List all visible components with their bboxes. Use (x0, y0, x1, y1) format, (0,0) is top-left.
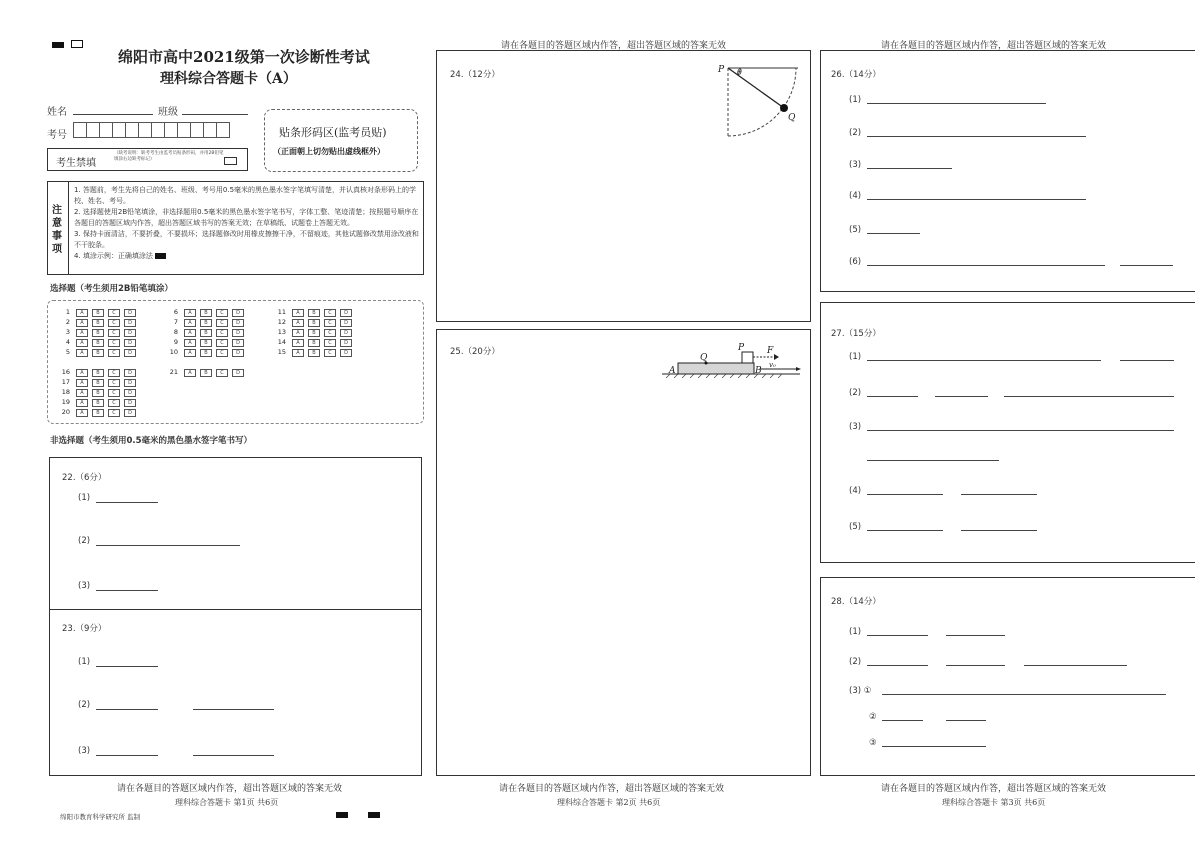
label-q: Q (700, 353, 708, 363)
option-d[interactable]: D (232, 369, 244, 377)
option-b[interactable]: B (92, 329, 104, 337)
q26-answer-3[interactable] (867, 168, 952, 169)
option-d[interactable]: D (232, 319, 244, 327)
page-footer-p2: 理科综合答题卡 第2页 共6页 (557, 798, 661, 807)
q25-box (436, 329, 811, 776)
mc-row: 10 A B C D (166, 348, 248, 357)
q27-part-1: (1) (849, 352, 862, 362)
q27-answer-2a[interactable] (867, 396, 918, 397)
q28-answer-1a[interactable] (867, 635, 928, 636)
option-a[interactable]: A (76, 329, 88, 337)
q26-answer-1[interactable] (867, 103, 1046, 104)
q22-title: 22.（6分） (62, 473, 107, 483)
class-field[interactable] (182, 114, 248, 115)
force-arrowhead (774, 354, 779, 360)
mc-row: 16 A B C D (58, 368, 140, 377)
q27-box (820, 302, 1195, 563)
exam-title: 绵阳市高中2021级第一次诊断性考试 (118, 48, 370, 66)
mc-row: 6 A B C D (166, 308, 248, 317)
id-grid[interactable] (73, 122, 229, 140)
pendulum-ball (780, 104, 788, 112)
option-a[interactable]: A (76, 369, 88, 377)
q23-answer-3b[interactable] (193, 755, 274, 756)
label-q: Q (788, 113, 796, 123)
q26-part-2: (2) (849, 128, 862, 138)
q24-pendulum-diagram (714, 62, 806, 140)
notes-list (74, 185, 419, 262)
option-d[interactable]: D (124, 339, 136, 347)
option-a[interactable]: A (292, 309, 304, 317)
id-label: 考号 (47, 130, 67, 141)
mc-row: 2 A B C D (58, 318, 140, 327)
ground-hatch (666, 374, 782, 378)
notes-side-label: 注意事项 (52, 205, 62, 255)
option-d[interactable]: D (232, 349, 244, 357)
label-p: P (738, 343, 745, 353)
absent-note: （缺考说明：缺考考生由监考员贴条形码，并用2B铅笔填涂右边缺考标记） (114, 151, 224, 162)
q23-part-2: (2) (78, 700, 91, 710)
q27-part-2: (2) (849, 388, 862, 398)
note-item: 3. 保持卡面清洁，不要折叠，不要损坏；选择题修改时用橡皮擦擦干净，不留痕迹，其他试题修改禁用涂改液和不干胶条。 (74, 230, 419, 249)
mc-row: 18 A B C D (58, 388, 140, 397)
q23-answer-3a[interactable] (96, 755, 158, 756)
q28-answer-3-3[interactable] (882, 746, 986, 747)
option-c[interactable]: C (108, 409, 120, 417)
option-b[interactable]: B (92, 379, 104, 387)
q28-answer-2a[interactable] (867, 665, 928, 666)
warning-footer-p3: 请在各题目的答题区域内作答，超出答题区域的答案无效 (881, 784, 1107, 794)
option-c[interactable]: C (324, 319, 336, 327)
velocity-arrowhead (796, 367, 801, 371)
long-board (678, 363, 754, 374)
q28-answer-3-2a[interactable] (882, 720, 923, 721)
warning-footer-p1: 请在各题目的答题区域内作答，超出答题区域的答案无效 (117, 784, 343, 794)
option-d[interactable]: D (232, 309, 244, 317)
notes-box (47, 181, 424, 275)
q27-answer-3b[interactable] (867, 460, 999, 461)
q26-part-4: (4) (849, 191, 862, 201)
q27-answer-2b[interactable] (935, 396, 988, 397)
option-d[interactable]: D (124, 379, 136, 387)
option-c[interactable]: C (216, 309, 228, 317)
barcode-title: 贴条形码区(监考员贴) (279, 126, 387, 139)
label-v0: v₀ (769, 361, 776, 369)
q28-answer-2c[interactable] (1024, 665, 1127, 666)
mc-heading: 选择题（考生须用2B铅笔填涂） (50, 284, 173, 294)
mc-row: 15 A B C D (274, 348, 356, 357)
option-c[interactable]: C (324, 309, 336, 317)
q22-answer-2[interactable] (96, 545, 240, 546)
mc-row: 1 A B C D (58, 308, 140, 317)
option-d[interactable]: D (124, 409, 136, 417)
q28-answer-2b[interactable] (946, 665, 1005, 666)
q27-answer-1a[interactable] (867, 360, 1101, 361)
mc-row: 8 A B C D (166, 328, 248, 337)
option-c[interactable]: C (108, 319, 120, 327)
label-b: B (755, 366, 762, 376)
q26-part-6: (6) (849, 257, 862, 267)
option-a[interactable]: A (184, 329, 196, 337)
option-b[interactable]: B (200, 369, 212, 377)
q26-answer-4[interactable] (867, 199, 1086, 200)
q28-part-1: (1) (849, 627, 862, 637)
option-a[interactable]: A (184, 349, 196, 357)
option-c[interactable]: C (216, 339, 228, 347)
q26-part-3: (3) (849, 160, 862, 170)
q25-block-diagram (660, 342, 802, 378)
option-a[interactable]: A (76, 409, 88, 417)
q23-title: 23.（9分） (62, 624, 107, 634)
absent-label: 考生禁填 (56, 158, 96, 169)
option-a[interactable]: A (184, 319, 196, 327)
q27-title: 27.（15分） (831, 329, 881, 339)
option-c[interactable]: C (216, 319, 228, 327)
q23-answer-2a[interactable] (96, 709, 158, 710)
q27-answer-2c[interactable] (1004, 396, 1174, 397)
mc-row: 20 A B C D (58, 408, 140, 417)
mc-row: 13 A B C D (274, 328, 356, 337)
mc-row: 19 A B C D (58, 398, 140, 407)
option-a[interactable]: A (292, 319, 304, 327)
q26-answer-6b[interactable] (1120, 265, 1173, 266)
option-a[interactable]: A (76, 319, 88, 327)
q24-title: 24.（12分） (450, 70, 500, 80)
q22-answer-3[interactable] (96, 590, 158, 591)
option-b[interactable]: B (200, 309, 212, 317)
option-c[interactable]: C (216, 369, 228, 377)
option-b[interactable]: B (92, 389, 104, 397)
warning-header-p2: 请在各题目的答题区域内作答，超出答题区域的答案无效 (501, 41, 727, 51)
option-b[interactable]: B (92, 369, 104, 377)
option-b[interactable]: B (92, 349, 104, 357)
option-d[interactable]: D (124, 389, 136, 397)
publisher: 绵阳市教育科学研究所 监制 (60, 813, 141, 821)
option-d[interactable]: D (124, 349, 136, 357)
q23-part-1: (1) (78, 657, 91, 667)
notes-side (48, 182, 69, 274)
mc-row: 17 A B C D (58, 378, 140, 387)
q28-answer-3-1[interactable] (882, 694, 1166, 695)
q26-title: 26.（14分） (831, 70, 881, 80)
option-a[interactable]: A (292, 349, 304, 357)
label-p: P (718, 65, 725, 75)
q27-answer-4b[interactable] (961, 494, 1037, 495)
option-a[interactable]: A (184, 339, 196, 347)
q22-part-1: (1) (78, 493, 91, 503)
option-d[interactable]: D (124, 309, 136, 317)
name-label: 姓名 (47, 107, 67, 118)
corner-marks (52, 33, 83, 52)
option-a[interactable]: A (76, 399, 88, 407)
option-d[interactable]: D (232, 339, 244, 347)
q28-part-3-2: ② (869, 712, 877, 722)
option-c[interactable]: C (108, 329, 120, 337)
option-b[interactable]: B (308, 339, 320, 347)
option-b[interactable]: B (92, 409, 104, 417)
option-d[interactable]: D (124, 369, 136, 377)
q28-answer-3-2b[interactable] (946, 720, 986, 721)
q28-title: 28.（14分） (831, 597, 881, 607)
option-d[interactable]: D (124, 319, 136, 327)
option-d[interactable]: D (124, 399, 136, 407)
option-d[interactable]: D (340, 349, 352, 357)
q27-part-5: (5) (849, 522, 862, 532)
absent-checkbox[interactable] (224, 157, 237, 165)
option-a[interactable]: A (76, 389, 88, 397)
option-a[interactable]: A (76, 379, 88, 387)
q25-title: 25.（20分） (450, 347, 500, 357)
swing-arc (728, 68, 796, 136)
option-d[interactable]: D (340, 339, 352, 347)
option-b[interactable]: B (200, 339, 212, 347)
option-c[interactable]: C (108, 349, 120, 357)
q27-part-3: (3) (849, 422, 862, 432)
label-a: A (669, 366, 676, 376)
option-b[interactable]: B (308, 319, 320, 327)
option-c[interactable]: C (108, 389, 120, 397)
option-c[interactable]: C (108, 369, 120, 377)
page-footer-p3: 理科综合答题卡 第3页 共6页 (942, 798, 1046, 807)
exam-subtitle: 理科综合答题卡（A） (160, 71, 297, 87)
q27-answer-5a[interactable] (867, 530, 943, 531)
option-b[interactable]: B (92, 399, 104, 407)
option-b[interactable]: B (92, 309, 104, 317)
option-c[interactable]: C (108, 339, 120, 347)
q26-answer-2[interactable] (867, 136, 1086, 137)
option-a[interactable]: A (184, 309, 196, 317)
option-a[interactable]: A (76, 339, 88, 347)
option-c[interactable]: C (216, 349, 228, 357)
q22-part-3: (3) (78, 581, 91, 591)
q23-answer-2b[interactable] (193, 709, 274, 710)
mc-row: 7 A B C D (166, 318, 248, 327)
mc-row: 21 A B C D (166, 368, 248, 377)
option-d[interactable]: D (340, 319, 352, 327)
option-d[interactable]: D (340, 309, 352, 317)
q22-answer-1[interactable] (96, 502, 158, 503)
option-b[interactable]: B (308, 349, 320, 357)
mc-row: 5 A B C D (58, 348, 140, 357)
barcode-note: （正面朝上切勿贴出虚线框外） (273, 147, 385, 156)
timing-marks-bottom (336, 803, 380, 822)
mc-area (47, 300, 424, 424)
option-b[interactable]: B (200, 319, 212, 327)
q26-answer-5[interactable] (867, 233, 920, 234)
option-c[interactable]: C (324, 349, 336, 357)
option-c[interactable]: C (108, 379, 120, 387)
option-a[interactable]: A (76, 349, 88, 357)
q28-part-2: (2) (849, 657, 862, 667)
option-a[interactable]: A (184, 369, 196, 377)
page-footer-p1: 理科综合答题卡 第1页 共6页 (175, 798, 279, 807)
mc-row: 9 A B C D (166, 338, 248, 347)
absent-box (47, 148, 248, 171)
q26-box (820, 50, 1195, 292)
option-b[interactable]: B (92, 339, 104, 347)
filled-example-mark (155, 253, 166, 259)
nonmc-heading: 非选择题（考生须用0.5毫米的黑色墨水签字笔书写） (50, 436, 253, 446)
q22-q23-divider (50, 609, 421, 610)
mc-row: 11 A B C D (274, 308, 356, 317)
q27-answer-3a[interactable] (867, 430, 1174, 431)
q27-part-4: (4) (849, 486, 862, 496)
option-a[interactable]: A (292, 329, 304, 337)
q28-answer-1b[interactable] (946, 635, 1005, 636)
option-b[interactable]: B (308, 329, 320, 337)
q26-part-1: (1) (849, 95, 862, 105)
note-item: 1. 答题前，考生先将自己的姓名、班级、考号用0.5毫米的黑色墨水签字笔填写清楚，并认真核对条形码上的学校、姓名、考号。 (74, 186, 417, 205)
block-p (742, 352, 753, 363)
option-a[interactable]: A (292, 339, 304, 347)
option-c[interactable]: C (108, 309, 120, 317)
q27-answer-4a[interactable] (867, 494, 943, 495)
q23-answer-1[interactable] (96, 666, 158, 667)
barcode-area (264, 109, 418, 172)
name-field[interactable] (73, 114, 153, 115)
mc-row: 14 A B C D (274, 338, 356, 347)
note-item: 2. 选择题使用2B铅笔填涂，非选择题用0.5毫米的黑色墨水签字笔书写，字体工整、笔迹清楚；按照题号顺序在各题目的答题区域内作答，超出答题区域书写的答案无效；在草稿纸、试题卷上答题无效。 (74, 208, 419, 227)
option-b[interactable]: B (92, 319, 104, 327)
option-c[interactable]: C (324, 339, 336, 347)
class-label: 班级 (158, 107, 178, 118)
warning-footer-p2: 请在各题目的答题区域内作答，超出答题区域的答案无效 (499, 784, 725, 794)
mc-row: 3 A B C D (58, 328, 140, 337)
option-b[interactable]: B (200, 329, 212, 337)
q27-answer-5b[interactable] (961, 530, 1037, 531)
q22-q23-box (49, 457, 422, 776)
q23-part-3: (3) (78, 746, 91, 756)
option-d[interactable]: D (340, 329, 352, 337)
q28-part-3-3: ③ (869, 738, 877, 748)
q22-part-2: (2) (78, 536, 91, 546)
q28-part-3-1: (3) ① (849, 686, 872, 696)
mc-row: 12 A B C D (274, 318, 356, 327)
q26-answer-6a[interactable] (867, 265, 1105, 266)
q26-part-5: (5) (849, 225, 862, 235)
q27-answer-1b[interactable] (1120, 360, 1174, 361)
label-f: F (767, 346, 774, 356)
option-c[interactable]: C (324, 329, 336, 337)
note-item: 4. 填涂示例：正确填涂法 (74, 251, 419, 262)
option-b[interactable]: B (200, 349, 212, 357)
option-d[interactable]: D (232, 329, 244, 337)
option-d[interactable]: D (124, 329, 136, 337)
option-c[interactable]: C (216, 329, 228, 337)
mc-row: 4 A B C D (58, 338, 140, 347)
label-theta: θ (737, 68, 742, 77)
warning-header-p3: 请在各题目的答题区域内作答，超出答题区域的答案无效 (881, 41, 1107, 51)
option-c[interactable]: C (108, 399, 120, 407)
option-a[interactable]: A (76, 309, 88, 317)
option-b[interactable]: B (308, 309, 320, 317)
